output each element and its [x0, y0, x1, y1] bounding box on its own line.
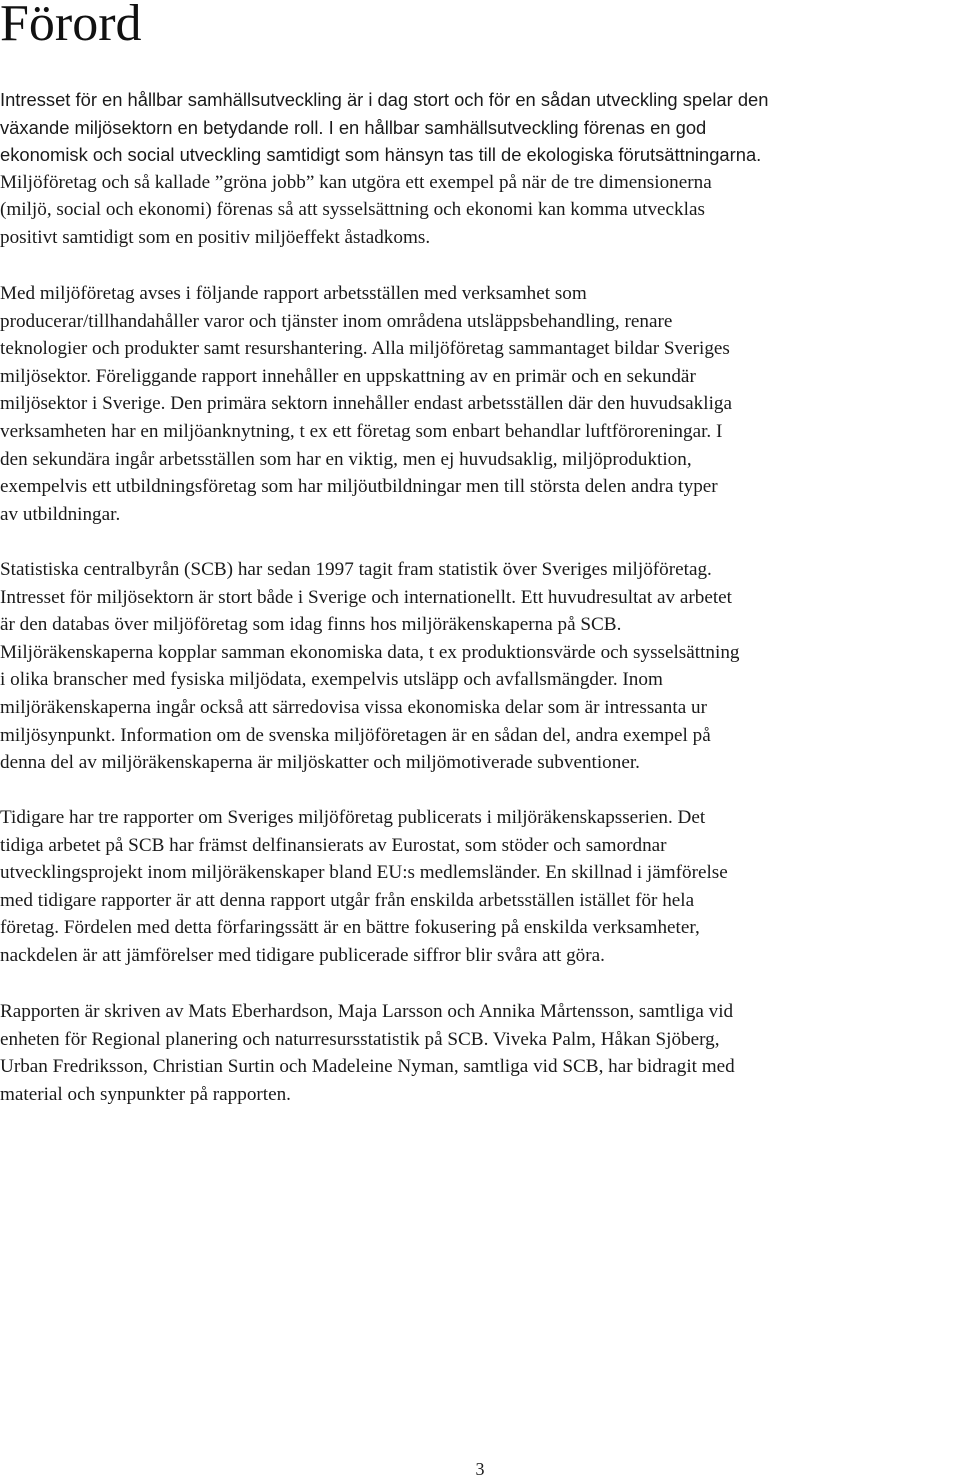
page-number: 3 [475, 1459, 485, 1479]
paragraph-line: är den databas över miljöföretag som idag finns hos miljöräkenskaperna på SCB. [0, 614, 622, 636]
paragraph-intro [0, 86, 960, 252]
paragraph-line: Rapporten är skriven av Mats Eberhardson, Maja Larsson och Annika Mårtensson, samtliga vid [0, 1001, 734, 1022]
paragraph-line: Intresset för miljösektorn är stort både i Sverige och internationellt. Ett huvudresultat av arbetet [0, 586, 732, 608]
paragraph-line: företag. Fördelen med detta förfaringssätt är en bättre fokusering på enskilda verksamheter, [0, 917, 700, 939]
paragraph-line: Tidigare har tre rapporter om Sveriges miljöföretag publicerats i miljöräkenskapsserien. Det [0, 807, 706, 828]
paragraph-line: exempelvis ett utbildningsföretag som har miljöutbildningar men till största delen andra typer [0, 476, 718, 498]
paragraph-line: Urban Fredriksson, Christian Surtin och Madeleine Nyman, samtliga vid SCB, har bidragit med [0, 1056, 735, 1078]
page-title: Förord [0, 0, 142, 52]
paragraph-line: miljöräkenskaperna ingår också att särredovisa vissa ekonomiska delar som är intressanta ur [0, 696, 707, 718]
paragraph-line: miljösektor i Sverige. Den primära sektorn innehåller endast arbetsställen där den huvudsakliga [0, 393, 732, 415]
paragraph-line: Miljöräkenskaperna kopplar samman ekonomiska data, t ex produktionsvärde och sysselsättning [0, 641, 740, 663]
paragraph-line: enheten för Regional planering och naturresursstatistik på SCB. Viveka Palm, Håkan Sjöberg, [0, 1028, 720, 1050]
paragraph-line: nackdelen är att jämförelser med tidigare publicerade siffror blir svåra att göra. [0, 944, 605, 966]
paragraph-definition [0, 280, 960, 528]
paragraph-line: denna del av miljöräkenskaperna är miljöskatter och miljömotiverade subventioner. [0, 752, 640, 774]
paragraph-line: verksamheten har en miljöanknytning, t ex ett företag som enbart behandlar luftföroreningar. I [0, 420, 723, 442]
paragraph-line: ekonomisk och social utveckling samtidigt som hänsyn tas till de ekologiska förutsättningarna. [0, 144, 762, 166]
paragraph-line: Statistiska centralbyrån (SCB) har sedan 1997 tagit fram statistik över Sveriges miljöföretag. [0, 559, 712, 580]
paragraph-line: teknologier och produkter samt resurshantering. Alla miljöföretag sammantaget bildar Sveriges [0, 338, 730, 360]
paragraph-line: miljösynpunkt. Information om de svenska miljöföretagen är en sådan del, andra exempel på [0, 724, 711, 746]
paragraph-line: i olika branscher med fysiska miljödata, exempelvis utsläpp och avfallsmängder. Inom [0, 669, 663, 691]
paragraph-earlier-reports [0, 804, 960, 970]
paragraph-line: (miljö, social och ekonomi) förenas så att sysselsättning och ekonomi kan komma utvecklas [0, 199, 705, 221]
paragraph-line: Miljöföretag och så kallade ”gröna jobb” kan utgöra ett exempel på när de tre dimensionerna [0, 171, 712, 193]
paragraph-line: Med miljöföretag avses i följande rapport arbetsställen med verksamhet som [0, 283, 587, 304]
paragraph-line: miljösektor. Föreliggande rapport innehåller en uppskattning av en primär och en sekundär [0, 365, 696, 387]
paragraph-line: den sekundära ingår arbetsställen som har en viktig, men ej huvudsaklig, miljöproduktion, [0, 448, 692, 470]
paragraph-line: med tidigare rapporter är att denna rapport utgår från enskilda arbetsställen istället för hela [0, 889, 695, 911]
paragraph-line: producerar/tillhandahåller varor och tjänster inom områdena utsläppsbehandling, renare [0, 310, 673, 332]
paragraph-line: av utbildningar. [0, 503, 121, 525]
paragraph-line: tidiga arbetet på SCB har främst delfinansierats av Eurostat, som stöder och samordnar [0, 834, 667, 856]
paragraph-authors [0, 998, 960, 1108]
paragraph-line: material och synpunkter på rapporten. [0, 1083, 291, 1105]
paragraph-line: positivt samtidigt som en positiv miljöeffekt åstadkoms. [0, 226, 431, 248]
paragraph-line: utvecklingsprojekt inom miljöräkenskaper bland EU:s medlemsländer. En skillnad i jämförelse [0, 862, 728, 884]
paragraph-line: växande miljösektorn en betydande roll. I en hållbar samhällsutveckling förenas en god [0, 116, 707, 138]
paragraph-scb-statistics [0, 556, 960, 777]
paragraph-line: Intresset för en hållbar samhällsutveckling är i dag stort och för en sådan utveckling spelar den [0, 89, 769, 110]
